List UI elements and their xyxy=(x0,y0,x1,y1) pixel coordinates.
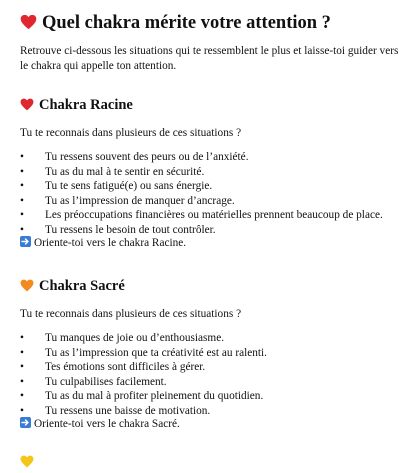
section-heading-sacre xyxy=(20,277,125,297)
list-item: • Les préoccupations financières ou matérielles prennent beaucoup de place. xyxy=(20,209,383,221)
section-lead: Tu te reconnais dans plusieurs de ces situations ? xyxy=(20,308,242,320)
bullet-dot: • xyxy=(20,332,24,344)
bullet-dot: • xyxy=(20,361,24,373)
bullet-dot: • xyxy=(20,194,24,207)
cta-sacre xyxy=(20,417,180,432)
bullet-dot: • xyxy=(20,151,24,163)
list-item: • Tu ressens souvent des peurs ou de l’anxiété. xyxy=(20,151,249,163)
page-title xyxy=(20,11,331,37)
list-item: • Tu te sens fatigué(e) ou sans énergie. xyxy=(20,180,213,192)
list-item: • Tu ressens le besoin de tout contrôler. xyxy=(20,223,216,236)
bullet-dot: • xyxy=(20,404,24,417)
list-item: • Tu ressens une baisse de motivation. xyxy=(20,404,211,417)
intro-paragraph: Retrouve ci-dessous les situations qui te ressemblent le plus et laisse-toi guider vers le chakra qui appelle ton attention. xyxy=(20,45,399,72)
cta-text: Oriente-toi vers le chakra Sacré. xyxy=(34,418,180,430)
yellow-heart-icon xyxy=(20,455,34,473)
list-item: • Tu culpabilises facilement. xyxy=(20,375,167,388)
red-heart-icon xyxy=(20,13,37,37)
bullet-list-racine xyxy=(20,150,383,237)
bullet-dot: • xyxy=(20,180,24,192)
list-item: • Tu as du mal à te sentir en sécurité. xyxy=(20,165,205,178)
section-heading-text: Chakra Sacré xyxy=(39,278,125,294)
list-item: • Tes émotions sont difficiles à gérer. xyxy=(20,361,206,373)
cta-racine xyxy=(20,236,186,251)
bullet-dot: • xyxy=(20,223,24,236)
red-heart-icon xyxy=(20,98,34,116)
list-item: • Tu as l’impression de manquer d’ancrage. xyxy=(20,194,235,207)
bullet-dot: • xyxy=(20,165,24,178)
bullet-dot: • xyxy=(20,209,24,221)
list-item: • Tu as du mal à profiter pleinement du quotidien. xyxy=(20,390,264,402)
section-heading-text: Chakra Racine xyxy=(39,97,133,113)
orange-heart-icon xyxy=(20,279,34,297)
right-arrow-button-icon xyxy=(20,236,31,247)
list-item: • Tu as l’impression que ta créativité est au ralenti. xyxy=(20,346,268,359)
list-item: • Tu manques de joie ou d’enthousiasme. xyxy=(20,332,225,344)
bullet-list-sacre xyxy=(20,331,267,418)
bullet-dot: • xyxy=(20,390,24,402)
section-heading-racine xyxy=(20,96,133,116)
cta-text: Oriente-toi vers le chakra Racine. xyxy=(34,237,187,249)
right-arrow-button-icon xyxy=(20,417,31,428)
bullet-dot: • xyxy=(20,346,24,359)
bullet-dot: • xyxy=(20,375,24,388)
page-title-text: Quel chakra mérite votre attention ? xyxy=(42,13,331,33)
section-lead: Tu te reconnais dans plusieurs de ces situations ? xyxy=(20,127,242,139)
